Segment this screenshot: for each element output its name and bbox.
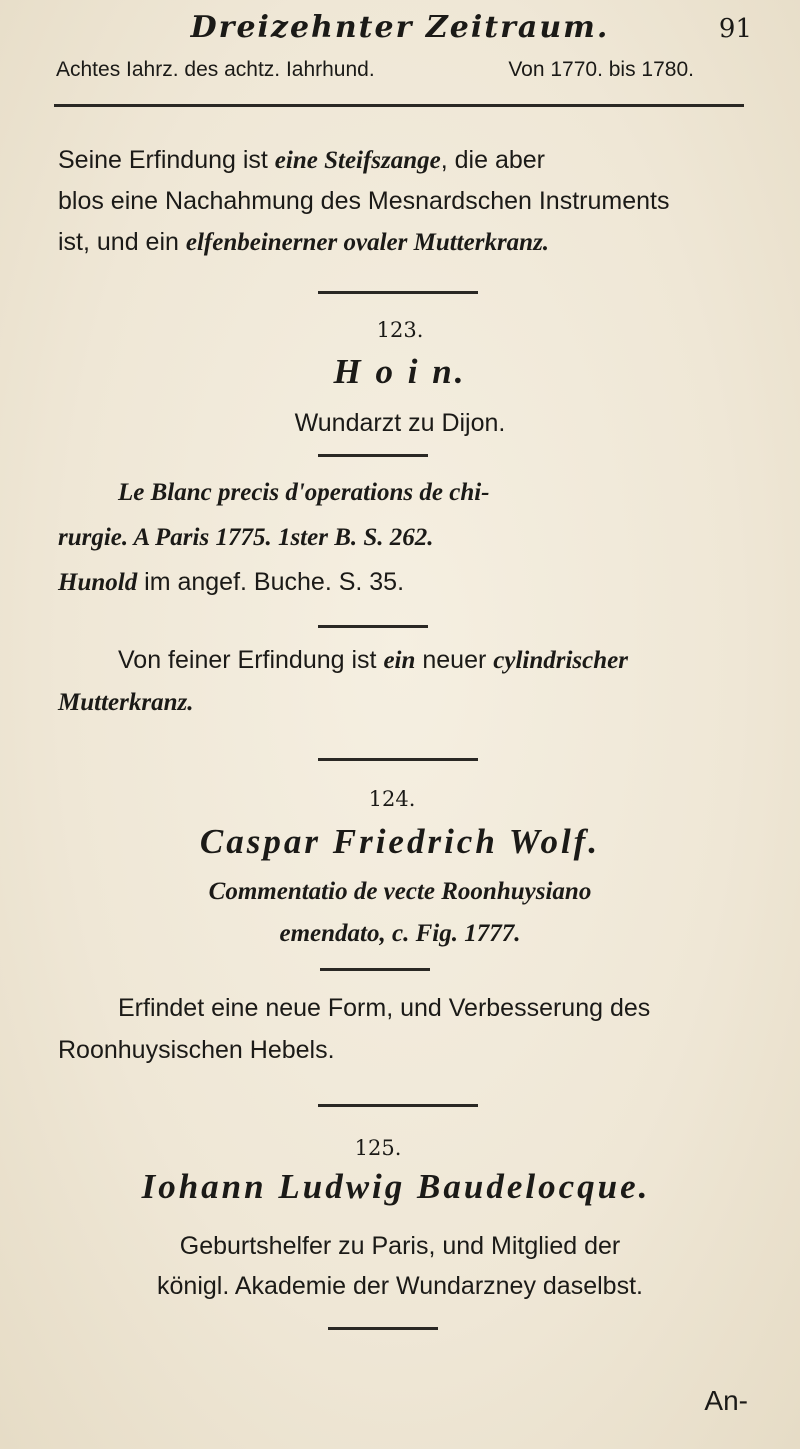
divider (318, 758, 478, 761)
divider (328, 1327, 438, 1330)
divider (318, 454, 428, 457)
entry-number: 125. (354, 1136, 402, 1160)
italic-text: Mutterkranz. (58, 689, 194, 716)
italic-text: eine Steifszange (274, 147, 441, 174)
entry-name: H o i n. (333, 352, 467, 391)
italic-text: Hunold (58, 569, 138, 596)
page-number: 91 (718, 14, 752, 44)
italic-text: rurgie. A Paris 1775. (58, 524, 272, 551)
description-line-1: Erfindet eine neue Form, und Verbesserung des (118, 994, 651, 1022)
entry-role-line-1: Geburtshelfer zu Paris, und Mitglied der (179, 1232, 621, 1260)
citation-line-2 (0, 914, 800, 954)
italic-text: , c. (379, 920, 416, 947)
running-title: Dreizehnter Zeitraum. (190, 10, 610, 45)
divider (318, 1104, 478, 1107)
italic-text: Commentatio de vecte Roonhuysiano (208, 878, 592, 905)
entry-role-line-2: königl. Akademie der Wundarzney daselbst. (157, 1272, 643, 1300)
entry-role: Wundarzt zu Dijon. (294, 409, 506, 437)
entry-number: 124. (368, 787, 416, 811)
divider (320, 968, 430, 971)
subhead-right: Von 1770. bis 1780. (508, 58, 694, 81)
text: neuer (415, 646, 494, 674)
description-line-2: Roonhuysischen Hebels. (58, 1036, 335, 1064)
description-line-1 (118, 640, 800, 681)
italic-text: cylindrischer (493, 647, 628, 674)
citation-line-2 (58, 517, 748, 558)
text: Seine Erfindung ist (58, 146, 275, 174)
italic-text: 1ster B. S. 262. (271, 524, 434, 551)
citation-line-1 (0, 872, 800, 912)
intro-line-3 (58, 222, 748, 263)
citation-line-1 (118, 472, 800, 513)
citation-line-3 (58, 562, 748, 603)
entry-name: Iohann Ludwig Baudelocque. (141, 1167, 651, 1206)
entry-name: Caspar Friedrich Wolf. (199, 822, 601, 861)
italic-text: Fig. (415, 920, 458, 947)
catchword: An- (704, 1385, 748, 1416)
italic-text: emendato (279, 920, 380, 947)
text: im angef. Buche. S. 35. (137, 568, 405, 596)
italic-text: Le Blanc precis d'operations de chi- (118, 479, 490, 506)
header-rule (54, 104, 744, 107)
text: Von feiner Erfindung ist (118, 646, 384, 674)
subhead-left: Achtes Iahrz. des achtz. Iahrhund. (56, 58, 375, 81)
text: ist, und ein (58, 228, 186, 256)
italic-text: elfenbeinerner ovaler Mutterkranz. (185, 229, 550, 256)
divider (318, 291, 478, 294)
divider (318, 625, 428, 628)
subhead (56, 58, 760, 82)
italic-text: 1777. (457, 920, 521, 947)
entry-number: 123. (376, 318, 424, 342)
description-line-2 (58, 682, 748, 723)
intro-line-2: blos eine Nachahmung des Mesnardschen Instruments (58, 187, 670, 215)
text: , die aber (440, 146, 546, 174)
italic-text: ein (383, 647, 416, 674)
intro-line-1 (58, 140, 748, 181)
